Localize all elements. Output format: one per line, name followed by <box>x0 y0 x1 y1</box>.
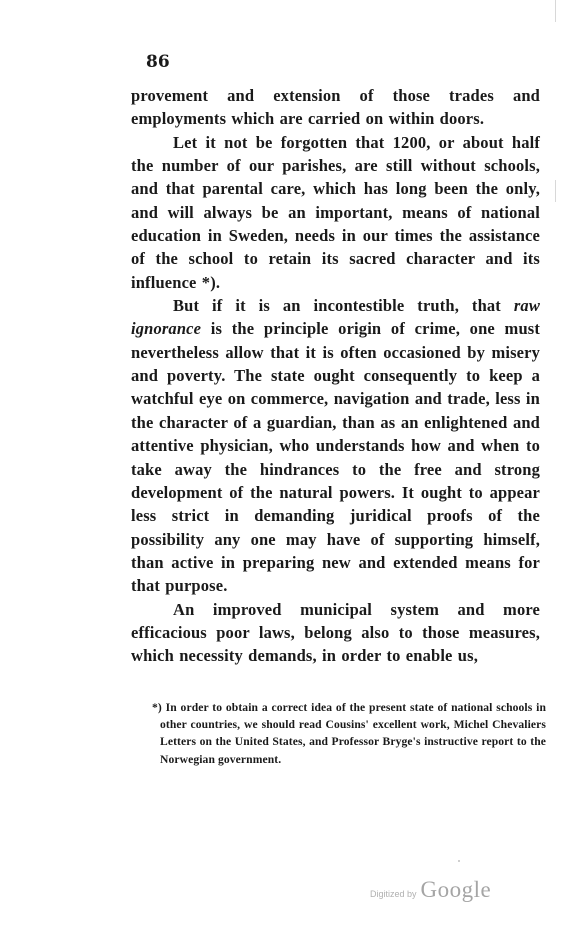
paragraph-3-text-start: But if it is an incontestible truth, that <box>173 296 514 316</box>
body-text <box>131 84 540 668</box>
footnote-text: *) In order to obtain a correct idea of the present state of national schools in other countries, we should read Cousins' excellent work, Michel Chevaliers Letters on the United States, and Professor Bryge's instructive report to the Norwegian government. <box>152 701 546 766</box>
page-edge-line-top <box>555 0 556 22</box>
digitized-watermark <box>370 877 491 903</box>
scan-speck <box>458 860 460 862</box>
paragraph-4-text: An improved municipal system and more efficacious poor laws, belong also to those measures, which necessity demands, in order to enable us, <box>131 599 540 666</box>
paragraph-3-text-end: is the principle origin of crime, one must nevertheless allow that it is often occasioned by misery and poverty. The state ought consequently to keep a watchful eye on commerce, navigation and trade, less in the character of a guardian, than as an enlightened and attentive physician, who understands how and when to take away the hindrances to the free and strong development of the natural powers. It ought to appear less strict in demanding juridical proofs of the possibility any one may have of supporting himself, than active in preparing new and extended means for that purpose. <box>131 319 540 596</box>
paragraph-2 <box>131 131 540 294</box>
paragraph-3-italic-phrase: raw ignorance <box>131 296 540 339</box>
google-logo: Google <box>420 877 492 902</box>
footnote <box>148 699 546 768</box>
page-edge-line-mid <box>555 180 556 202</box>
paragraph-3 <box>131 294 540 597</box>
paragraph-2-text: Let it not be forgotten that 1200, or about half the number of our parishes, are still without schools, and that parental care, which has long been the only, and will always be an important, means of national education in Sweden, needs in our times the assistance of the school to retain its sacred character and its influence *). <box>131 132 540 292</box>
paragraph-1-text: provement and extension of those trades and employments which are carried on within doors. <box>131 86 540 129</box>
paragraph-4 <box>131 598 540 668</box>
page-number: 86 <box>146 52 170 72</box>
watermark-prefix: Digitized by <box>370 889 417 899</box>
paragraph-1 <box>131 84 540 131</box>
